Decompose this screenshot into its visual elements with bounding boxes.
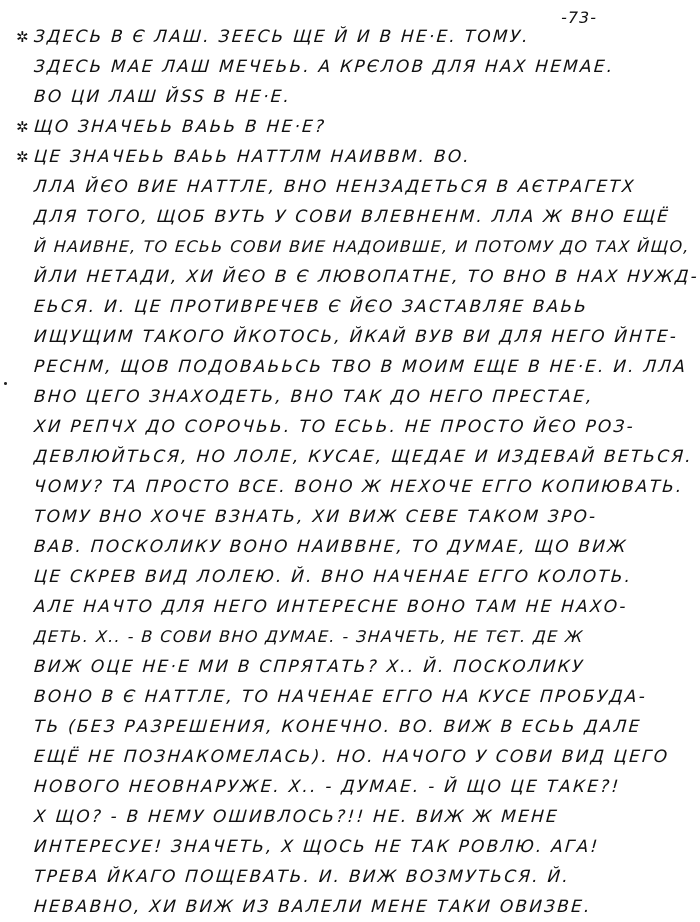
text-line [15, 172, 637, 202]
text-line [15, 622, 629, 652]
ink-dot [4, 382, 7, 385]
line-text: ЕЬСЯ. И. ЦЕ ПРОТИВРЕЧЕВ Є ЙЄО ЗАСТАВЛЯЕ ВАЬЬ [33, 297, 589, 317]
line-text: ДЕТЬ. Х.. - В СОВИ ВНО ДУМАЕ. - ЗНАЧЕТЬ, НЕ ТЄТ. ДЕ Ж [33, 627, 585, 646]
text-line [15, 22, 629, 52]
line-text: РЕСНМ, ЩОВ ПОДОВАЬЬСЬ ТВО В МОИМ ЕЩЕ В НЕ·Е. И. ЛЛА [33, 357, 688, 377]
line-text: ЩО ЗНАЧЕЬЬ ВАЬЬ В НЕ·Е? [33, 117, 327, 137]
text-line [15, 502, 629, 532]
line-text: ЗДЕСЬ В Є ЛАШ. ЗЕЕСЬ ЩЕ Й И В НЕ·Е. ТОМУ. [33, 27, 531, 47]
flower-bullet-icon: ✲ [16, 118, 31, 136]
line-text: ХИ РЕПЧХ ДО СОРОЧЬЬ. ТО ЕСЬЬ. НЕ ПРОСТО ЙЄО РОЗ- [33, 417, 636, 437]
line-text: ЧОМУ? ТА ПРОСТО ВСЕ. ВОНО Ж НЕХОЧЕ ЕГГО КОПИЮВАТЬ. [33, 477, 685, 497]
line-text: ВОНО В Є НАТТЛЕ, ТО НАЧЕНАЕ ЕГГО НА КУСЕ ПРОБУДА- [33, 687, 648, 707]
line-text: ВНО ЦЕГО ЗНАХОДЕТЬ, ВНО ТАК ДО НЕГО ПРЕСТАЕ, [33, 387, 595, 407]
flower-bullet-icon: ✲ [16, 148, 31, 166]
line-text: ЛЛА ЙЄО ВИЕ НАТТЛЕ, ВНО НЕНЗАДЕТЬСЯ В АЄТРАГЕТХ [33, 177, 637, 197]
line-text: ДЛЯ ТОГО, ЩОБ ВУТЬ У СОВИ ВЛЕВНЕНМ. ЛЛА Ж ВНО ЕЩЁ [33, 207, 671, 227]
text-line [15, 202, 671, 232]
line-text: ТРЕВА ЙКАГО ПОЩЕВАТЬ. И. ВИЖ ВОЗМУТЬСЯ. Й. [33, 867, 571, 887]
text-line [15, 142, 629, 172]
text-line [15, 232, 691, 262]
text-line [15, 352, 688, 382]
text-line [15, 802, 629, 832]
line-text: ЙЛИ НЕТАДИ, ХИ ЙЄО В Є ЛЮВОПАТНЕ, ТО ВНО В НАХ НУЖД- [33, 267, 700, 287]
line-text: ЦЕ ЗНАЧЕЬЬ ВАЬЬ НАТТЛМ НАИВВМ. ВО. [33, 147, 472, 167]
line-text: ЗДЕСЬ МАЕ ЛАШ МЕЧЕЬЬ. А КРЄЛОВ ДЛЯ НАХ НЕМАЕ. [33, 57, 616, 77]
line-text: ВАВ. ПОСКОЛИКУ ВОНО НАИВВНЕ, ТО ДУМАЕ, ЩО ВИЖ [33, 537, 629, 557]
text-line [15, 832, 629, 862]
text-line [15, 742, 670, 772]
text-line [15, 322, 679, 352]
line-text: ЦЕ СКРЕВ ВИД ЛОЛЕЮ. Й. ВНО НАЧЕНАЕ ЕГГО КОЛОТЬ. [33, 567, 634, 587]
text-line [15, 412, 636, 442]
line-text: ИЩУЩИМ ТАКОГО ЙКОТОСЬ, ЙКАЙ ВУВ ВИ ДЛЯ НЕГО ЙНТЕ- [33, 327, 679, 347]
text-line [15, 682, 648, 712]
line-text: Х ЩО? - В НЕМУ ОШИВЛОСЬ?!! НЕ. ВИЖ Ж МЕНЕ [33, 807, 560, 827]
text-line [15, 292, 629, 322]
text-line [15, 112, 629, 142]
text-line [15, 712, 643, 742]
line-text: НЕВАВНО, ХИ ВИЖ ИЗ ВАЛЕЛИ МЕНЕ ТАКИ ОВИЗВЕ. [33, 897, 593, 917]
text-line [15, 772, 629, 802]
text-line [15, 532, 629, 562]
text-line [15, 52, 629, 82]
line-text: Й НАИВНЕ, ТО ЕСЬЬ СОВИ ВИЕ НАДОИВШЕ, И ПОТОМУ ДО ТАХ ЙЩО, [33, 237, 691, 256]
text-line [15, 892, 629, 922]
text-line [15, 82, 629, 112]
flower-bullet-icon: ✲ [16, 28, 31, 46]
text-line [15, 562, 634, 592]
line-text: ВИЖ ОЦЕ НЕ·Е МИ В СПРЯТАТЬ? Х.. Й. ПОСКОЛИКУ [33, 657, 586, 677]
line-text: ЕЩЁ НЕ ПОЗНАКОМЕЛАСЬ). НО. НАЧОГО У СОВИ ВИД ЦЕГО [33, 747, 670, 767]
line-text: ТЬ (БЕЗ РАЗРЕШЕНИЯ, КОНЕЧНО. ВО. ВИЖ В ЕСЬЬ ДАЛЕ [33, 717, 643, 737]
text-line [15, 382, 629, 412]
text-line [15, 652, 629, 682]
handwritten-text-body [16, 22, 700, 922]
text-line [15, 472, 685, 502]
text-line [15, 592, 629, 622]
text-line [15, 262, 700, 292]
line-text: ДЕВЛЮЙТЬСЯ, НО ЛОЛЕ, КУСАЕ, ЩЕДАЕ И ИЗДЕВАЙ ВЕТЬСЯ. [33, 447, 694, 467]
line-text: ИНТЕРЕСУЕ! ЗНАЧЕТЬ, Х ЩОСЬ НЕ ТАК РОВЛЮ. АГА! [33, 837, 601, 857]
line-text: НОВОГО НЕОВНАРУЖЕ. Х.. - ДУМАЕ. - Й ЩО ЦЕ ТАКЕ?! [33, 777, 622, 797]
line-text: ВО ЦИ ЛАШ ЙSS В НЕ·Е. [33, 87, 292, 107]
line-text: ТОМУ ВНО ХОЧЕ ВЗНАТЬ, ХИ ВИЖ СЕВЕ ТАКОМ ЗРО- [33, 507, 599, 527]
line-text: АЛЕ НАЧТО ДЛЯ НЕГО ИНТЕРЕСНЕ ВОНО ТАМ НЕ НАХО- [33, 597, 629, 617]
page-number: -73- [561, 8, 597, 27]
text-line [15, 862, 629, 892]
text-line [15, 442, 694, 472]
